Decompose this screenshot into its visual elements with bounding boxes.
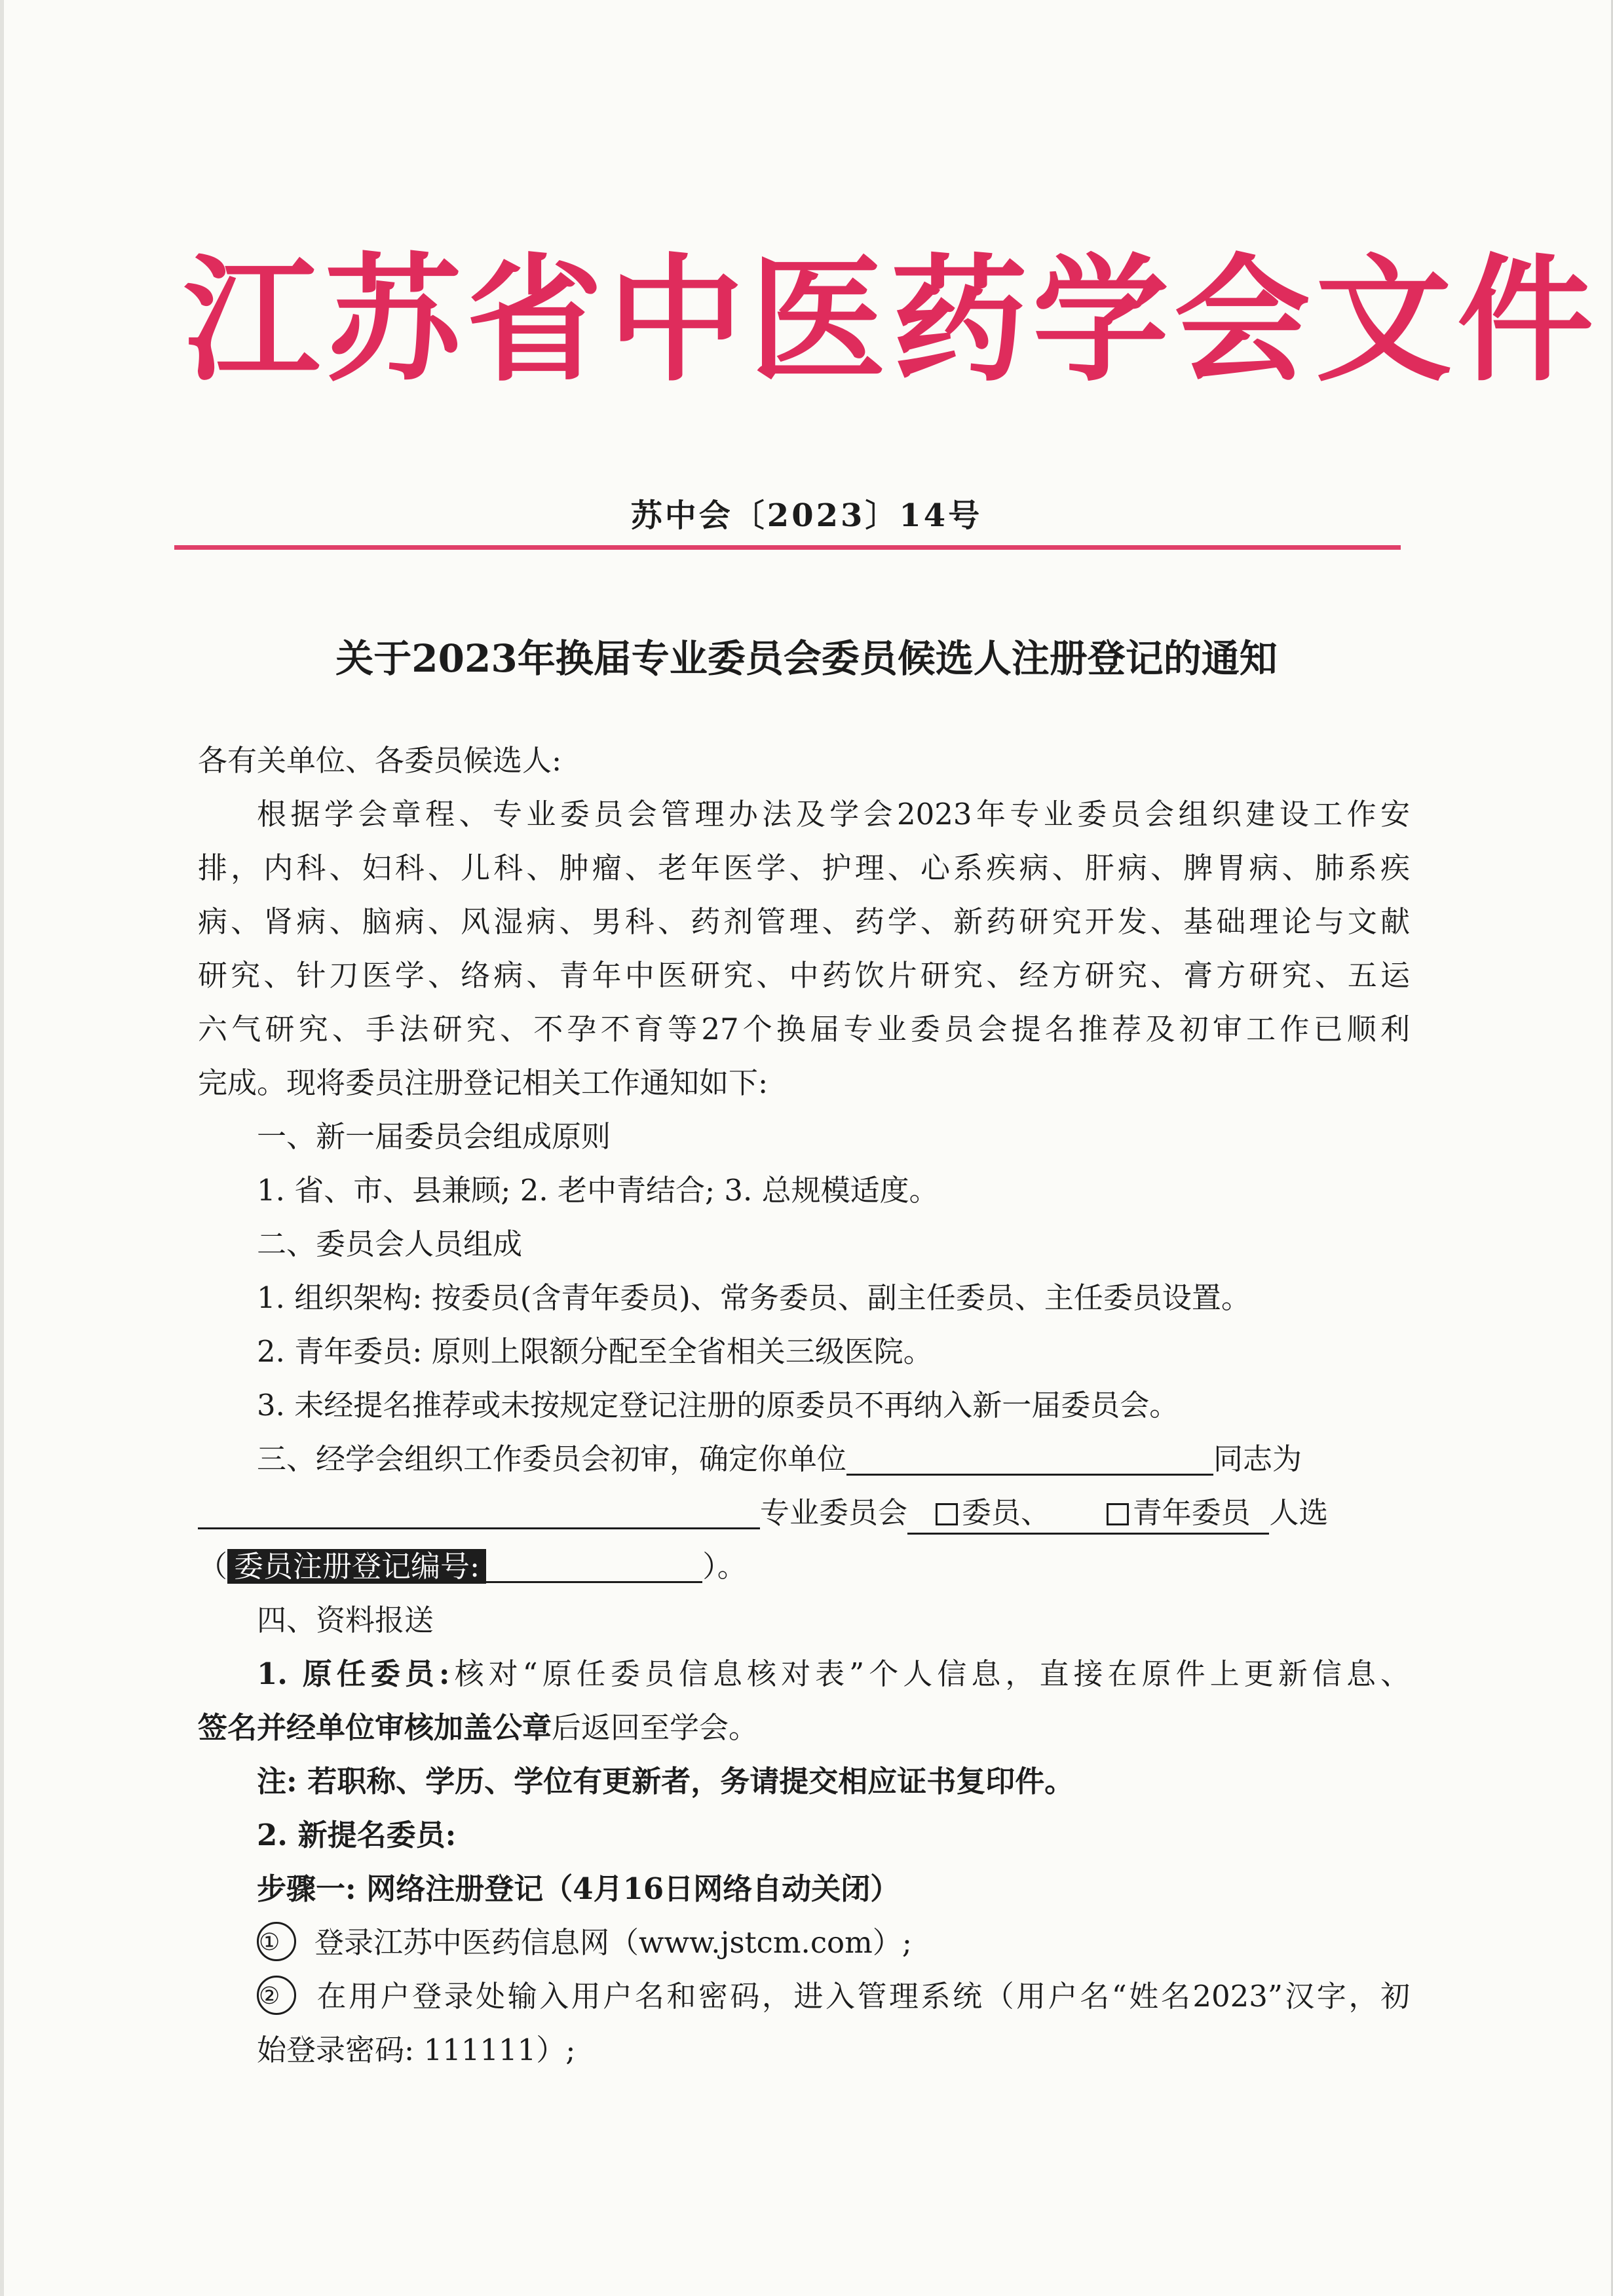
section3-text: 人选 [1269,1495,1329,1530]
intro-line: 根据学会章程、专业委员会管理办法及学会2023年专业委员会组织建设工作安 [257,797,1410,832]
section2-item: 1. 组织架构: 按委员(含青年委员)、常务委员、副主任委员、主任委员设置。 [257,1280,1251,1315]
section3-text: 同志为 [1213,1442,1302,1476]
section1-text: 1. 省、市、县兼顾; 2. 老中青结合; 3. 总规模适度。 [257,1173,939,1208]
registration-number-blank [486,1547,702,1583]
registration-number-label: 委员注册登记编号: [227,1549,486,1584]
section4-item1-cont [198,1701,1410,1755]
sub1-text: 登录江苏中医药信息网（www.jstcm.com）; [314,1925,912,1960]
intro-line: 病、肾病、脑病、风湿病、男科、药剂管理、药学、新药研究开发、基础理论与文献 [198,904,1410,939]
section4-heading: 四、资料报送 [257,1603,434,1637]
sub2-text: 在用户登录处输入用户名和密码，进入管理系统（用户名“姓名2023”汉字，初 [314,1979,1410,2014]
paren-open: （ [198,1549,228,1584]
unit-blank [846,1440,1213,1476]
document-number: 苏中会〔2023〕14号 [630,497,983,534]
committee-blank [198,1493,760,1529]
section2-heading: 二、委员会人员组成 [257,1227,523,1261]
youth-member-option-label: 青年委员 [1132,1495,1251,1530]
paren-close: ）。 [702,1549,747,1584]
step1-sub2 [198,1970,1410,2023]
intro-line: 排，内科、妇科、儿科、肿瘤、老年医学、护理、心系疾病、肝病、脾胃病、肺系疾 [198,851,1410,885]
document-banner-title: 江苏省中医药学会文件 [183,242,1599,400]
item1-label: 1. 原任委员: [257,1656,450,1691]
intro-line: 六气研究、手法研究、不孕不育等27个换届专业委员会提名推荐及初审工作已顺利 [198,1012,1410,1046]
step1-heading: 步骤一: 网络注册登记（4月16日网络自动关闭） [257,1871,900,1906]
document-body [198,734,1410,2077]
notice-title: 关于2023年换届专业委员会委员候选人注册登记的通知 [335,636,1278,681]
red-divider-rule [174,545,1401,550]
section3-text: 三、经学会组织工作委员会初审，确定你单位 [257,1442,847,1476]
member-option-label: 委员、 [961,1495,1050,1530]
member-checkbox-icon [936,1503,958,1525]
youth-member-checkbox-icon [1107,1503,1129,1525]
section2-item: 2. 青年委员: 原则上限额分配至全省相关三级医院。 [257,1334,933,1369]
section3-line2 [198,1486,1410,1540]
section3-line1 [198,1432,1410,1486]
section3-text: 专业委员会 [760,1495,908,1530]
intro-line: 完成。现将委员注册登记相关工作通知如下: [198,1065,769,1100]
item1-cont: 后返回至学会。 [552,1710,759,1745]
step1-sub2-cont: 始登录密码: 111111）; [257,2033,576,2067]
salutation: 各有关单位、各委员候选人: [198,743,562,778]
section1-heading: 一、新一届委员会组成原则 [257,1119,611,1154]
section4-note: 注: 若职称、学历、学位有更新者，务请提交相应证书复印件。 [257,1764,1074,1799]
item1-text: 核对“原任委员信息核对表”个人信息，直接在原件上更新信息、 [449,1656,1410,1691]
section3-line3 [198,1540,1410,1594]
circled-number-2: ② [257,1976,296,2015]
role-options [907,1495,1269,1535]
section4-item1 [198,1647,1410,1701]
section4-item2: 2. 新提名委员: [257,1818,457,1852]
item1-cont-bold: 签名并经单位审核加盖公章 [198,1710,552,1745]
section2-item: 3. 未经提名推荐或未按规定登记注册的原委员不再纳入新一届委员会。 [257,1388,1179,1423]
step1-sub1 [198,1916,1410,1970]
circled-number-1: ① [257,1922,296,1961]
intro-line: 研究、针刀医学、络病、青年中医研究、中药饮片研究、经方研究、膏方研究、五运 [198,958,1410,993]
